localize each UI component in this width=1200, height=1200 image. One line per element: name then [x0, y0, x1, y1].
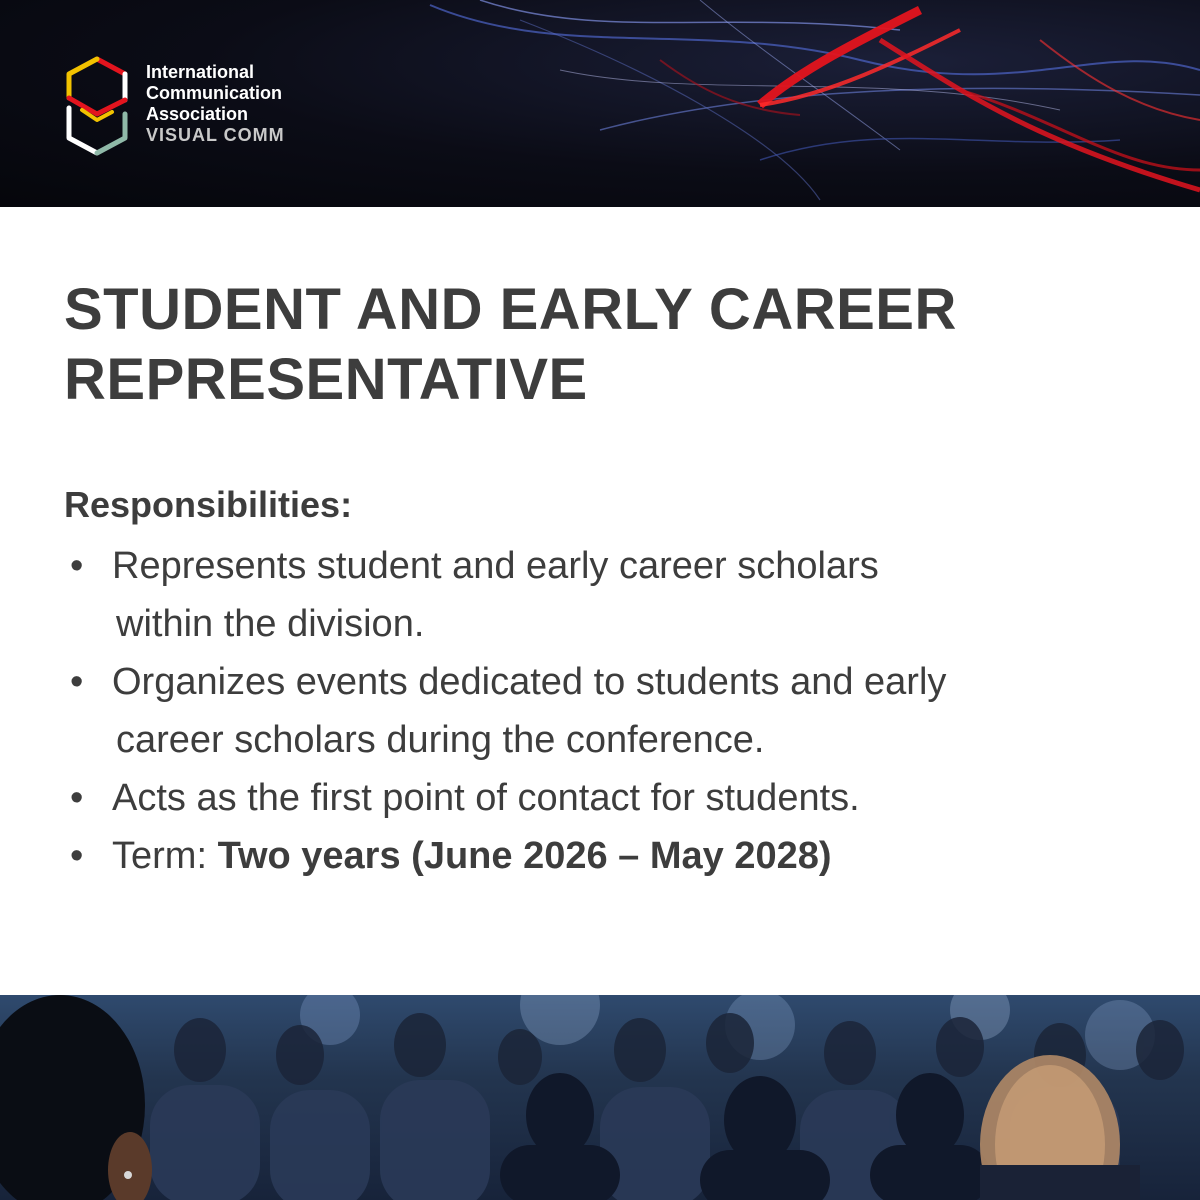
term-label: Term:: [112, 835, 218, 877]
term-item: [70, 827, 1160, 885]
responsibilities-list: [70, 537, 1160, 885]
list-item: [70, 653, 1160, 769]
org-name: [146, 62, 285, 146]
page-title: [64, 275, 1144, 415]
org-name-line-2: Communication: [146, 83, 283, 103]
bullet-icon: •: [70, 777, 84, 819]
list-item-line-2: within the division.: [116, 603, 425, 645]
main-content: [0, 207, 1200, 995]
list-item-line-1: Represents student and early career scholars: [112, 545, 879, 587]
header-banner: [0, 0, 1200, 207]
list-item-line-2: career scholars during the conference.: [116, 719, 765, 761]
ica-hexagon-logo-icon: [64, 56, 130, 158]
audience-photo: [0, 995, 1200, 1200]
list-item-line-1: Organizes events dedicated to students and early: [112, 661, 947, 703]
ica-logo[interactable]: [64, 56, 364, 156]
bullet-icon: •: [70, 835, 84, 877]
list-item-line-1: Acts as the first point of contact for students.: [112, 777, 860, 819]
bullet-icon: •: [70, 545, 84, 587]
responsibilities-heading: Responsibilities:: [64, 484, 353, 525]
page-title-line-2: REPRESENTATIVE: [64, 347, 588, 412]
org-name-line-1: International: [146, 62, 255, 82]
bullet-icon: •: [70, 661, 84, 703]
list-item: [70, 537, 1160, 653]
page-title-line-1: STUDENT AND EARLY CAREER: [64, 277, 957, 342]
division-name: VISUAL COMM: [146, 125, 285, 145]
org-name-line-3: Association: [146, 104, 249, 124]
list-item: [70, 769, 1160, 827]
audience-crowd-image: [0, 995, 1200, 1200]
term-value: Two years (June 2026 – May 2028): [217, 835, 832, 877]
